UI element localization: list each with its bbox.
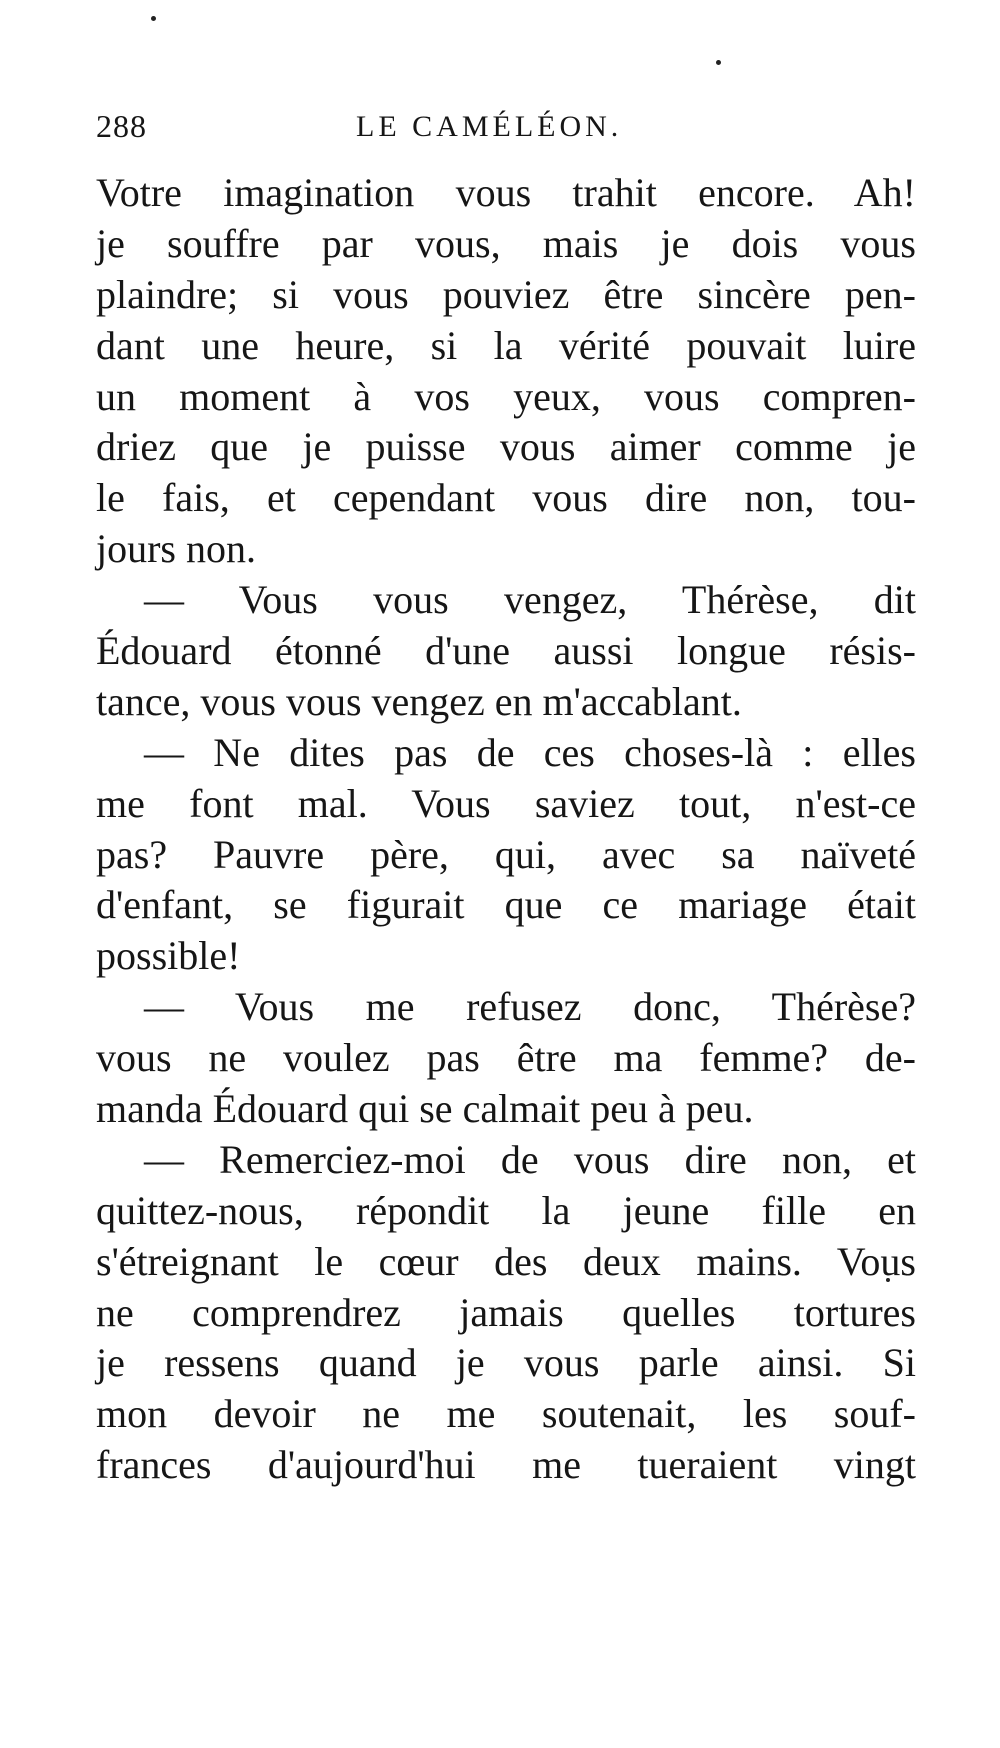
text-line: frances d'aujourd'hui me tueraient vingt	[96, 1442, 916, 1488]
ink-speck	[151, 16, 156, 21]
text-line: d'enfant, se figurait que ce mariage était	[96, 882, 916, 928]
text-line: quittez-nous, répondit la jeune fille en	[96, 1187, 916, 1233]
text-line: Votre imagination vous trahit encore. Ah!	[96, 170, 916, 215]
text-line: vous ne voulez pas être ma femme? de-	[96, 1035, 916, 1081]
text-line: — Remerciez-moi de vous dire non, et	[144, 1136, 916, 1182]
text-line: possible!	[96, 933, 241, 979]
text-line: Édouard étonné d'une aussi longue résis-	[96, 628, 916, 674]
running-header	[96, 108, 916, 148]
text-line: plaindre; si vous pouviez être sincère pen-	[96, 271, 916, 317]
text-line: le fais, et cependant vous dire non, tou-	[96, 475, 916, 521]
text-line: tance, vous vous vengez en m'accablant.	[96, 678, 742, 724]
ink-speck	[716, 60, 721, 65]
text-line: — Vous me refusez donc, Thérèse?	[144, 984, 916, 1030]
text-line: je ressens quand je vous parle ainsi. Si	[96, 1340, 916, 1386]
text-line: me font mal. Vous saviez tout, n'est-ce	[96, 780, 916, 826]
text-line: driez que je puisse vous aimer comme je	[96, 424, 916, 470]
text-line: mon devoir ne me soutenait, les souf-	[96, 1391, 916, 1437]
text-line: je souffre par vous, mais je dois vous	[96, 220, 916, 266]
text-line: jours non.	[96, 526, 256, 572]
text-line: manda Édouard qui se calmait peu à peu.	[96, 1086, 754, 1132]
page-number: 288	[96, 108, 147, 144]
running-title: LE CAMÉLÉON.	[356, 110, 623, 143]
text-line: — Vous vous vengez, Thérèse, dit	[144, 577, 916, 623]
text-line: — Ne dites pas de ces choses-là : elles	[144, 729, 916, 775]
text-line: s'étreignant le cœur des deux mains. Vous	[96, 1238, 916, 1284]
text-line: dant une heure, si la vérité pouvait luire	[96, 322, 916, 368]
text-line: un moment à vos yeux, vous compren-	[96, 373, 916, 419]
body-text	[96, 168, 916, 1491]
text-line: ne comprendrez jamais quelles tortures	[96, 1289, 916, 1335]
text-line: pas? Pauvre père, qui, avec sa naïveté	[96, 831, 916, 877]
